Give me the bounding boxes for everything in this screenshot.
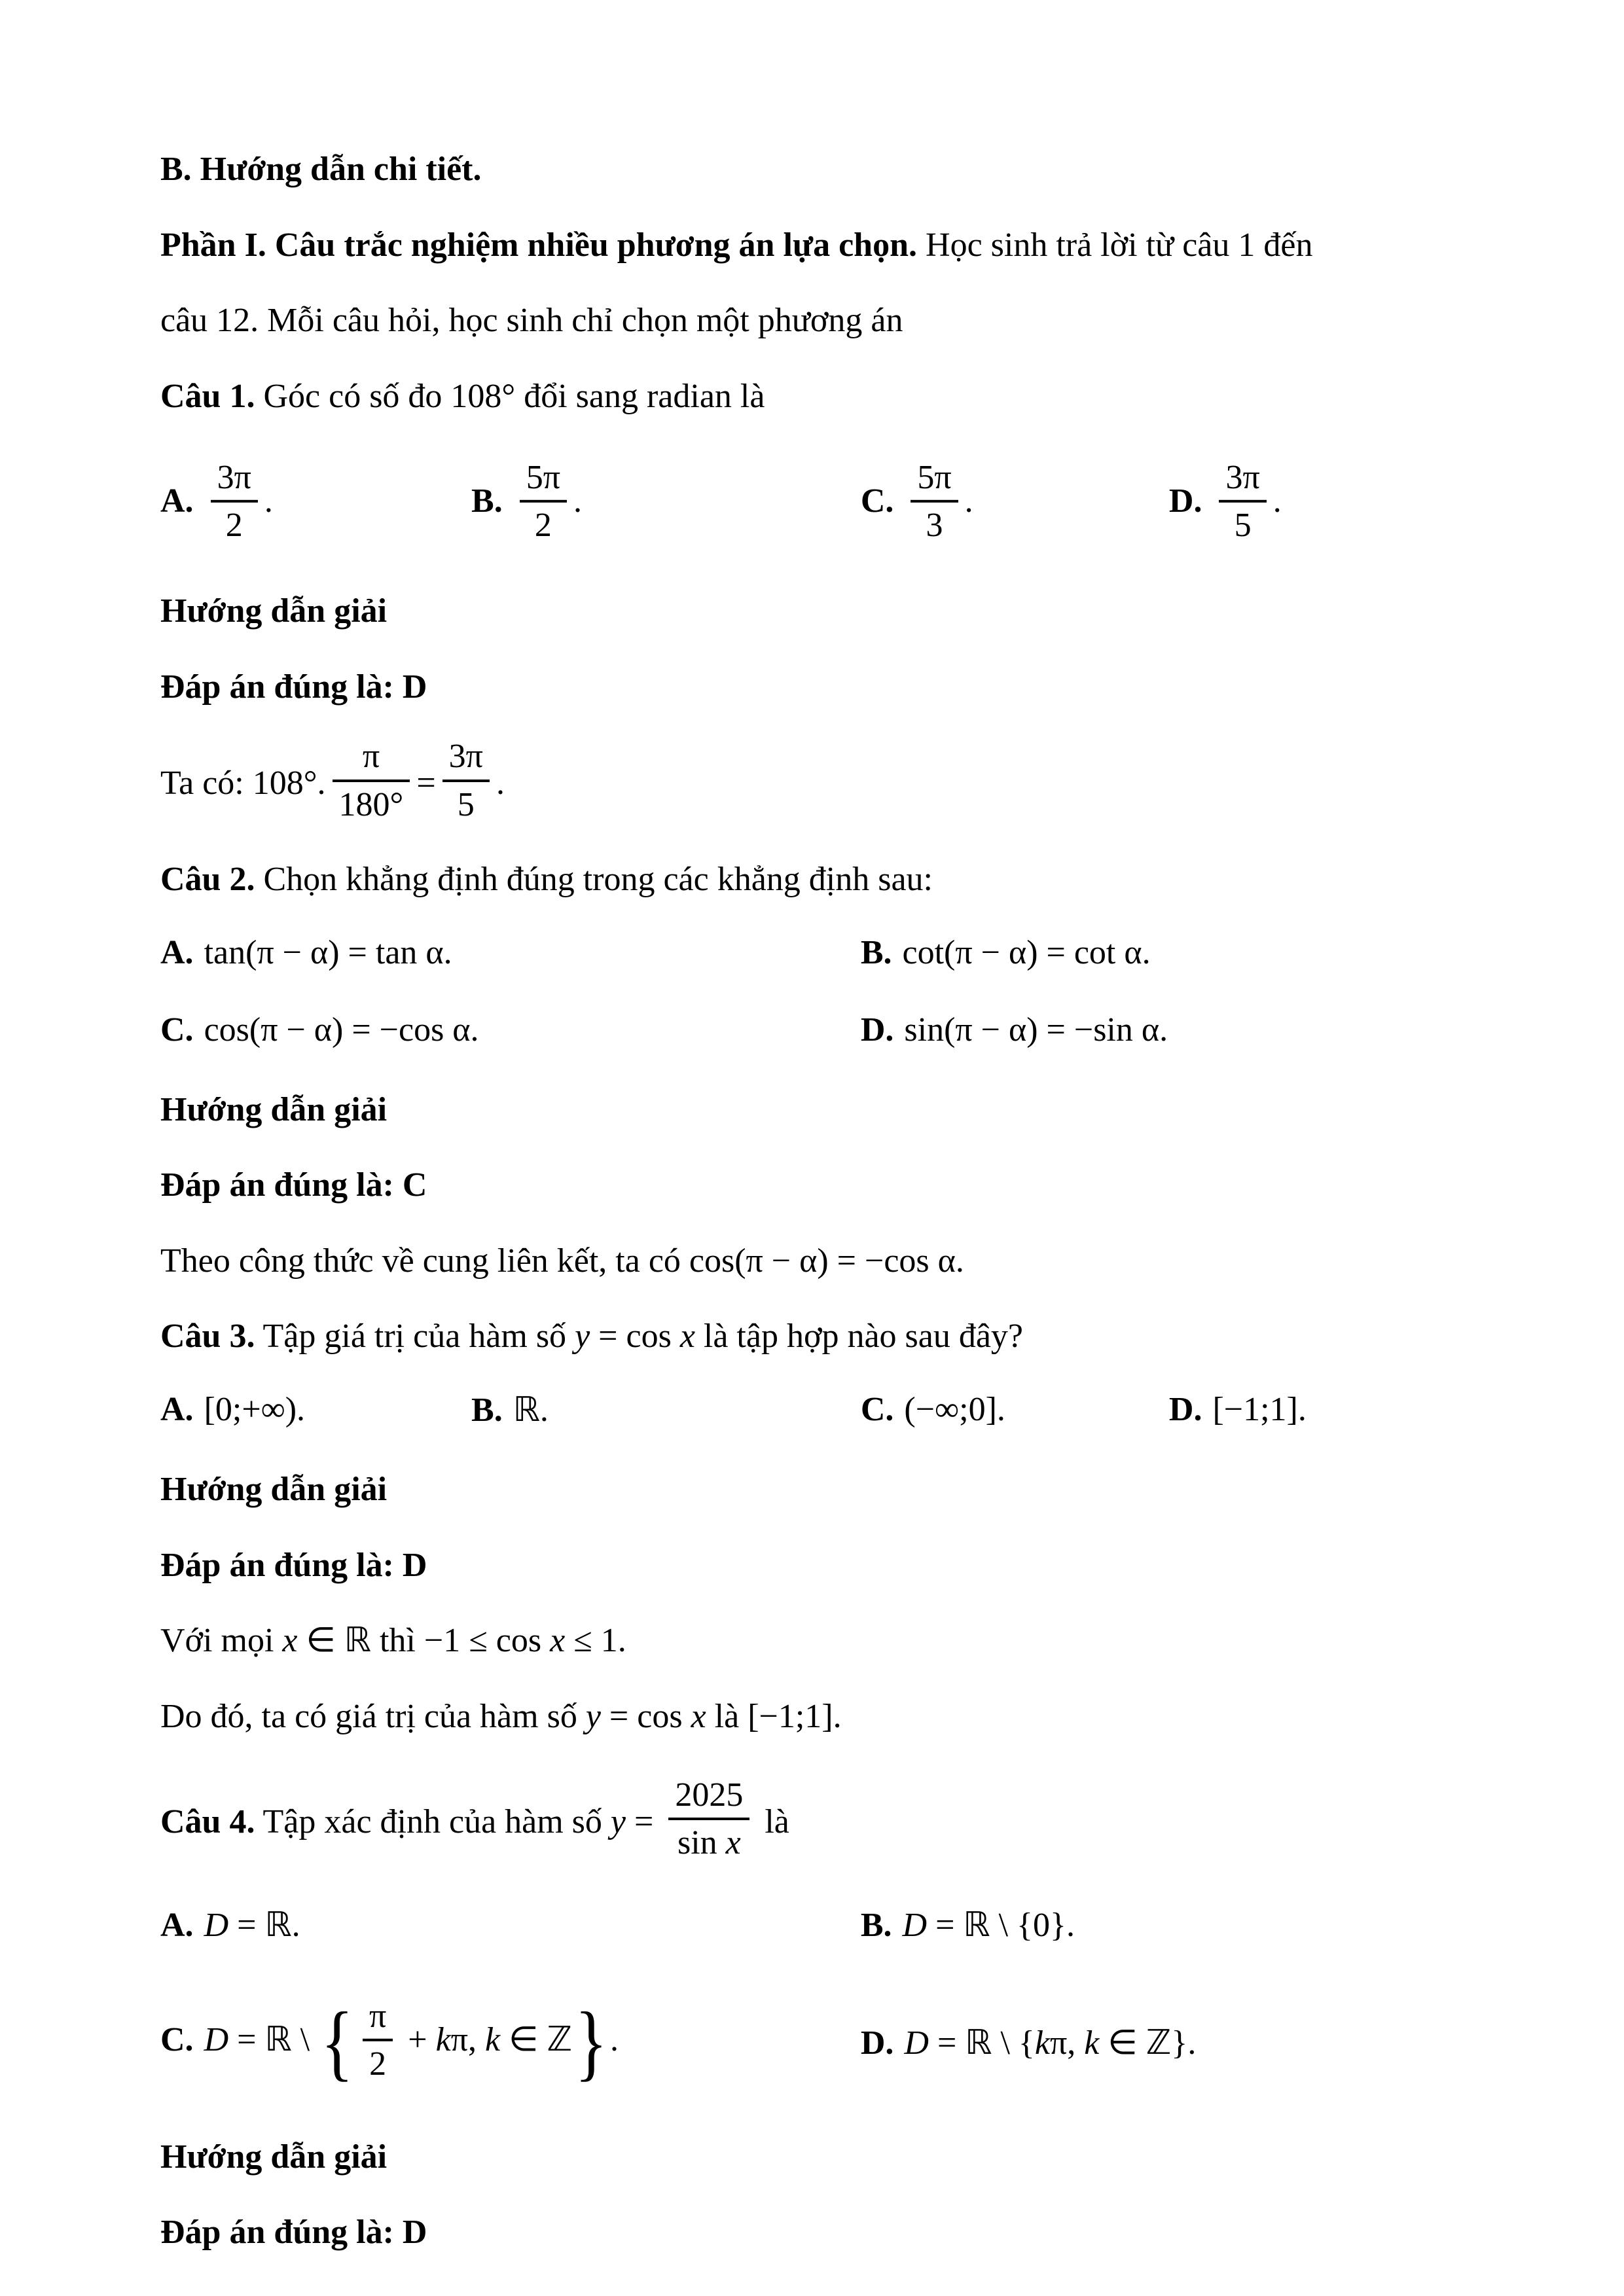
- q1-question-text: Góc có số đo 108° đổi sang radian là: [255, 377, 765, 415]
- q4-option-c-open-brace: {: [321, 1995, 354, 2090]
- q4-question-post: là: [756, 1803, 789, 1840]
- q2-question-text: Chọn khẳng định đúng trong các khẳng định sau:: [255, 860, 933, 898]
- q4-title-numerator: 2025: [668, 1776, 749, 1820]
- q4-title-denominator: sin x: [677, 1824, 741, 1862]
- q4-guide-label: Hướng dẫn giải: [160, 2138, 388, 2176]
- q2-title: [160, 857, 1467, 902]
- q2-answer: Đáp án đúng là: C: [160, 1166, 427, 1204]
- q1-option-b-numerator: 5π: [520, 459, 567, 503]
- q3-option-a-letter: A.: [160, 1390, 194, 1428]
- q1-solution-fraction-1: [333, 738, 410, 823]
- q1-solution-f2-numerator: 3π: [442, 738, 490, 781]
- q1-option-c-letter: C.: [860, 482, 894, 520]
- q3-option-d: [1169, 1390, 1307, 1429]
- q1-answer: Đáp án đúng là: D: [160, 668, 427, 706]
- q4-option-d-letter: D.: [860, 2024, 894, 2062]
- q4-options-row-1: [160, 1905, 1467, 1951]
- q3-solution-line-1: Với mọi x ∈ ℝ thì −1 ≤ cos x ≤ 1.: [160, 1622, 626, 1660]
- q1-label: Câu 1.: [160, 377, 255, 415]
- q3-question-pre: Tập giá trị của hàm số: [255, 1318, 575, 1355]
- q1-option-d-letter: D.: [1168, 482, 1202, 520]
- q4-option-c-mid: + kπ, k ∈ ℤ: [399, 2021, 573, 2059]
- q1-solution-f1-denominator: 180°: [338, 785, 404, 823]
- q4-option-c-denominator: 2: [369, 2045, 387, 2083]
- q2-label: Câu 2.: [160, 860, 255, 898]
- q4-option-c: [160, 1995, 619, 2090]
- q4-title-fraction: [668, 1776, 749, 1861]
- q1-option-c-denominator: 3: [926, 506, 943, 544]
- q4-option-c-letter: C.: [160, 2021, 194, 2059]
- q1-option-a: [160, 458, 273, 547]
- q4-option-d: [861, 2023, 1196, 2062]
- part1-intro-line2: câu 12. Mỗi câu hỏi, học sinh chỉ chọn một phương án: [160, 302, 903, 340]
- q3-question-math: y = cos x: [575, 1318, 695, 1355]
- q4-option-c-period: .: [610, 2021, 619, 2059]
- q2-option-a-text: tan(π − α) = tan α.: [204, 933, 452, 971]
- q1-solution-period: .: [496, 764, 505, 802]
- q1-option-b-period: .: [573, 482, 582, 520]
- q3-option-d-text: [−1;1].: [1212, 1390, 1307, 1428]
- q3-option-a: [160, 1390, 305, 1429]
- q3-label: Câu 3.: [160, 1318, 255, 1355]
- q4-option-c-close-brace: }: [575, 1995, 608, 2090]
- q3-answer: Đáp án đúng là: D: [160, 1546, 427, 1584]
- q1-option-a-period: .: [264, 482, 273, 520]
- q4-option-a-letter: A.: [160, 1906, 194, 1944]
- q2-solution: Theo công thức về cung liên kết, ta có cos(π − α) = −cos α.: [160, 1242, 964, 1280]
- part1-intro-rest: Học sinh trả lời từ câu 1 đến: [917, 226, 1313, 264]
- q2-options-row-2: [160, 1011, 1467, 1056]
- part1-intro: [160, 223, 1467, 268]
- q1-option-b-letter: B.: [471, 482, 503, 520]
- q4-option-a-text: D = ℝ.: [204, 1906, 300, 1944]
- q2-option-b-text: cot(π − α) = cot α.: [902, 933, 1151, 971]
- q2-options-row-1: [160, 933, 1467, 979]
- q4-answer: Đáp án đúng là: D: [160, 2214, 427, 2251]
- q4-title: [160, 1776, 1467, 1864]
- q1-option-c: [860, 458, 973, 547]
- q1-title: [160, 374, 1467, 419]
- q2-option-d-text: sin(π − α) = −sin α.: [904, 1011, 1168, 1049]
- q1-solution-f2-denominator: 5: [457, 785, 475, 823]
- q3-option-b-letter: B.: [471, 1391, 503, 1429]
- q1-solution: [160, 738, 1467, 826]
- q4-question-pre: Tập xác định của hàm số: [255, 1803, 611, 1840]
- q4-option-b-text: D = ℝ \ {0}.: [902, 1906, 1075, 1944]
- document-page: [160, 147, 1467, 2255]
- q1-option-d-fraction: [1219, 459, 1266, 544]
- q1-solution-f1-numerator: π: [333, 738, 410, 781]
- q3-option-b: [471, 1390, 549, 1429]
- q1-guide-label: Hướng dẫn giải: [160, 592, 388, 630]
- q2-option-b-letter: B.: [860, 933, 892, 971]
- q1-options-row: [160, 450, 1467, 558]
- q1-solution-pre: Ta có: 108°.: [160, 764, 326, 802]
- q2-option-d: [861, 1011, 1168, 1049]
- q4-label: Câu 4.: [160, 1803, 255, 1840]
- q3-solution-line-2: Do đó, ta có giá trị của hàm số y = cos x là [−1;1].: [160, 1697, 842, 1735]
- q1-option-b: [471, 458, 582, 547]
- q4-option-c-pre: D = ℝ \: [204, 2021, 319, 2059]
- q1-option-c-fraction: [911, 459, 958, 544]
- q3-option-b-text: ℝ.: [513, 1391, 549, 1429]
- q4-options-row-2: [160, 1982, 1467, 2104]
- q2-option-a-letter: A.: [160, 933, 194, 971]
- section-header: B. Hướng dẫn chi tiết.: [160, 151, 482, 188]
- q2-option-a: [160, 933, 452, 972]
- q1-option-a-letter: A.: [160, 482, 194, 520]
- q4-option-b-letter: B.: [860, 1906, 892, 1944]
- q4-option-c-fraction: [363, 1998, 393, 2083]
- q1-solution-fraction-2: [442, 738, 490, 823]
- q1-option-a-denominator: 2: [225, 506, 243, 544]
- q3-guide-label: Hướng dẫn giải: [160, 1470, 388, 1508]
- q3-options-row: [160, 1390, 1467, 1436]
- q4-question-math: y =: [610, 1803, 662, 1840]
- q4-option-b: [861, 1905, 1075, 1945]
- q1-option-a-numerator: 3π: [211, 459, 258, 503]
- q3-title: [160, 1314, 1467, 1359]
- q4-option-a: [160, 1905, 300, 1945]
- q1-solution-equals: =: [416, 764, 436, 802]
- q2-option-c-letter: C.: [160, 1011, 194, 1049]
- q3-option-d-letter: D.: [1168, 1390, 1202, 1428]
- q3-option-a-text: [0;+∞).: [204, 1390, 306, 1428]
- part1-title: Phần I. Câu trắc nghiệm nhiều phương án lựa chọn.: [160, 226, 918, 264]
- q1-option-b-fraction: [520, 459, 567, 544]
- q4-option-c-numerator: π: [363, 1998, 393, 2041]
- q1-option-c-period: .: [964, 482, 973, 520]
- q3-option-c-text: (−∞;0].: [904, 1390, 1005, 1428]
- q1-option-d-numerator: 3π: [1219, 459, 1266, 503]
- q1-option-b-denominator: 2: [534, 506, 552, 544]
- q2-option-c-text: cos(π − α) = −cos α.: [204, 1011, 479, 1049]
- q2-option-d-letter: D.: [860, 1011, 894, 1049]
- q2-option-b: [861, 933, 1151, 972]
- q2-guide-label: Hướng dẫn giải: [160, 1090, 388, 1128]
- q3-option-c-letter: C.: [860, 1390, 894, 1428]
- q4-option-d-text: D = ℝ \ {kπ, k ∈ ℤ}.: [904, 2024, 1197, 2062]
- q1-option-c-numerator: 5π: [911, 459, 958, 503]
- q2-option-c: [160, 1011, 479, 1049]
- q1-option-d: [1168, 458, 1282, 547]
- q1-option-a-fraction: [211, 459, 258, 544]
- q1-option-d-denominator: 5: [1234, 506, 1252, 544]
- q3-option-c: [861, 1390, 1005, 1429]
- q3-question-post: là tập hợp nào sau đây?: [695, 1318, 1024, 1355]
- q1-option-d-period: .: [1272, 482, 1282, 520]
